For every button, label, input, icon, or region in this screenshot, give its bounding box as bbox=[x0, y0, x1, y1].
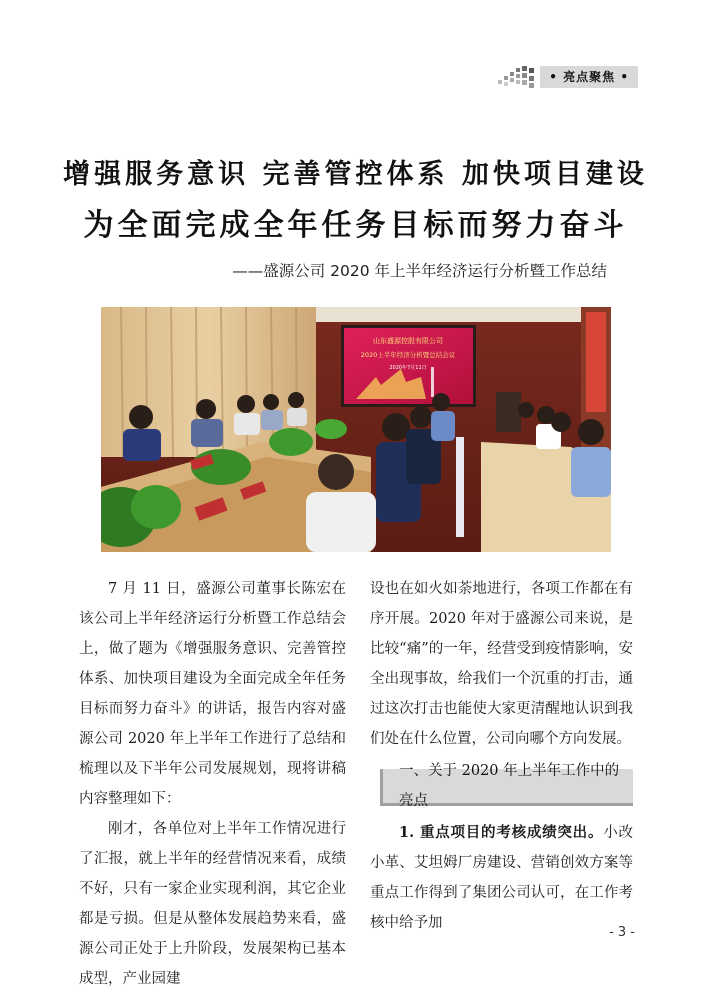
highlight-1-text: 小改小革、艾坦姆厂房建设、营销创效方案等重点工作得到了集团公司认可，在工作考核中给予加 bbox=[370, 825, 634, 931]
screen-text-company: 山东盛源控股有限公司 bbox=[373, 337, 443, 345]
highlight-1-lead: 1. 重点项目的考核成绩突出。 bbox=[399, 824, 604, 841]
screen-text-meeting: 2020上半年经济分析暨总结会议 bbox=[360, 351, 456, 359]
section-tag-label: • 亮点聚焦 • bbox=[540, 66, 638, 88]
meeting-photo bbox=[101, 307, 611, 552]
section-tag bbox=[498, 66, 638, 88]
paragraph-continued: 设也在如火如荼地进行，各项工作都在有序开展。2020 年对于盛源公司来说，是比较“痛”的一年，经营受到疫情影响，安全出现事故，给我们一个沉重的打击，通过这次打击也能使大家更清醒地认识到我们处在什么位置，公司向哪个方向发展。 bbox=[370, 581, 633, 747]
screen-text-date: 2020年7月11日 bbox=[389, 365, 427, 371]
paragraph-highlight-1 bbox=[370, 818, 633, 938]
section-heading-text: 一、关于 2020 年上半年工作中的亮点 bbox=[399, 763, 620, 809]
article-subtitle: ——盛源公司 2020 年上半年经济运行分析暨工作总结 bbox=[232, 262, 607, 280]
paragraph-intro: 7 月 11 日，盛源公司董事长陈宏在该公司上半年经济运行分析暨工作总结会上，做了题为《增强服务意识、完善管控体系、加快项目建设为全面完成全年任务目标而努力奋斗》的讲话，报告内容对盛源公司 2020 年上半年工作进行了总结和梳理以及下半年公司发展规划，现将讲稿内容整理如下： bbox=[79, 581, 346, 807]
checker-decoration-icon bbox=[498, 66, 540, 88]
left-column bbox=[79, 574, 346, 994]
right-column bbox=[370, 574, 633, 938]
paragraph-review: 刚才，各单位对上半年工作情况进行了汇报，就上半年的经营情况来看，成绩不好，只有一家企业实现利润，其它企业都是亏损。但是从整体发展趋势来看，盛源公司正处于上升阶段，发展架构已基本成型，产业园建 bbox=[79, 821, 346, 987]
article-title-line2: 为全面完成全年任务目标而努力奋斗 bbox=[83, 208, 628, 243]
page-number: - 3 - bbox=[609, 925, 635, 940]
section-heading bbox=[380, 763, 633, 809]
article-title-line1: 增强服务意识 完善管控体系 加快项目建设 bbox=[63, 159, 648, 190]
